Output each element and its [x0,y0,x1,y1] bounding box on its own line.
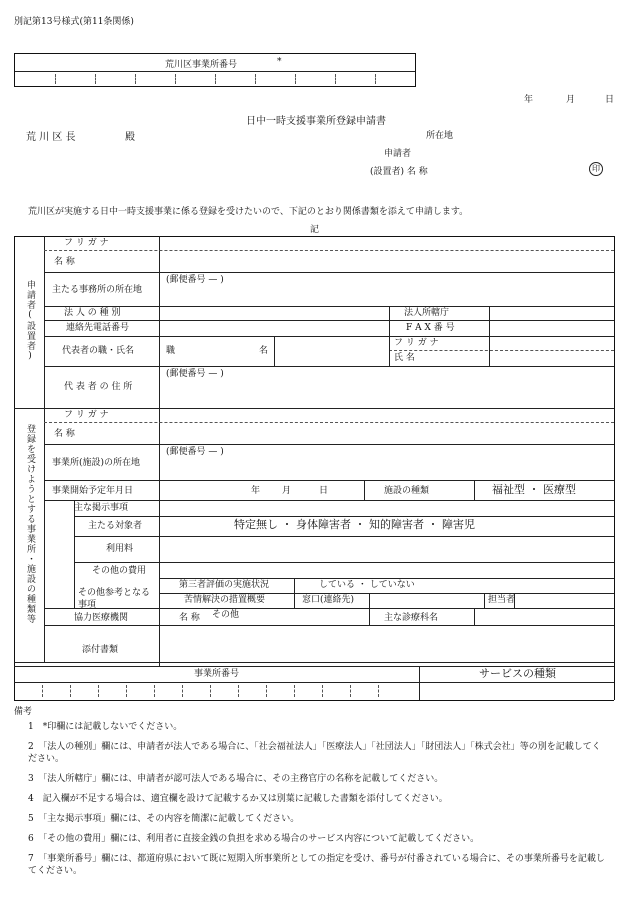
application-table [14,236,614,700]
office-number-cells[interactable] [15,71,415,86]
third-party-options: している ・ していない [319,580,415,590]
office-number-label: 荒川区事業所番号 [165,60,238,70]
person-label: 担当者 [488,595,516,605]
ki-label: 記 [310,225,320,235]
intro-text: 荒川区が実施する日中一時支援事業に係る登録を受けたいので、下記のとおり関係書類を添えて申請します。 [28,207,469,217]
rep-address-label: 代 表 者 の 住 所 [64,382,133,392]
other-cost-label: その他の費用 [92,566,147,576]
footer-service-type-label: サービスの種類 [479,667,556,680]
seal-mark: 印 [589,162,603,176]
target-label: 主たる対象者 [88,521,143,531]
corp-office-label: 法人所轄庁 [404,308,450,318]
fax-label: F A X 番 号 [406,323,455,333]
facility-type-options: 福祉型 ・ 医療型 [492,483,576,496]
footer-office-number-cells[interactable] [14,682,419,700]
facility-name-label: 名 称 [54,429,75,439]
note-item: 5 「主な掲示事項」欄には、その内容を簡潔に記載してください。 [28,814,300,824]
form-title: 日中一時支援事業所登録申請書 [246,116,386,127]
fee-label: 利用料 [106,544,134,554]
phone-label: 連絡先電話番号 [66,323,130,333]
third-party-label: 第三者評価の実施状況 [179,580,270,590]
addressee-honorific: 殿 [125,132,135,143]
date-month-label: 月 [566,95,576,105]
window-label: 窓口(連絡先) [302,595,355,605]
rep-title-name-label: 代表者の職・氏名 [62,346,135,356]
facility-type-label: 施設の種類 [384,486,430,496]
start-year-label: 年 [251,486,261,496]
applicant-role-label: (設置者) 名 称 [370,167,428,177]
form-reference: 別記第13号様式(第11条関係) [14,17,134,27]
facility-postal-label: (郵便番号 — ) [166,447,224,457]
complaint-label: 苦情解決の措置概要 [184,595,266,605]
shimei-label: 氏 名 [394,353,415,363]
furigana-label: フ リ ガ ナ [64,238,109,248]
coop-name-label: 名 称 [179,613,200,623]
start-day-label: 日 [319,486,329,496]
other-ref-label: その他参考となる事項 [78,588,151,610]
corp-type-label: 法 人 の 種 別 [64,308,121,318]
postal-code-label: (郵便番号 — ) [166,275,224,285]
rep-title-label: 職 [166,346,176,356]
section2-vertical-label: 登録を受けようとする事業所・施設の種類等 [25,424,35,624]
main-office-address-label: 主たる事務所の所在地 [52,285,143,295]
addressee-name: 荒 川 区 長 [26,132,76,143]
note-item: 4 記入欄が不足する場合は、適宜欄を設けて記載するか又は別葉に記載した書類を添付してください。 [28,794,448,804]
postal-code2-label: (郵便番号 — ) [166,369,224,379]
applicant-address-label: 所在地 [426,131,454,141]
facility-furigana-label: フ リ ガ ナ [64,410,109,420]
date-day-label: 日 [605,95,615,105]
main-items-label: 主な掲示事項 [74,503,129,513]
target-options: 特定無し ・ 身体障害者 ・ 知的障害者 ・ 障害児 [234,518,475,531]
rep-name-label: 名 [259,346,269,356]
start-month-label: 月 [282,486,292,496]
note-item: 3 「法人所轄庁」欄には、申請者が認可法人である場合に、その主務官庁の名称を記載してください。 [28,774,444,784]
start-date-label: 事業開始予定年月日 [52,486,134,496]
note-item: 1 *印欄には記載しないでください。 [28,722,183,732]
other-label: その他 [212,610,240,620]
note-item: 6 「その他の費用」欄には、利用者に直接金銭の負担を求める場合のサービス内容について記載してください。 [28,834,480,844]
dept-label: 主な診療科名 [384,613,439,623]
facility-address-label: 事業所(施設)の所在地 [52,458,141,468]
note-item: 2 「法人の種別」欄には、申請者が法人である場合に、「社会福祉法人」「医療法人」「社団法人」「財団法人」「株式会社」等の別を記載してください。 [28,742,601,764]
name-label: 名 称 [54,257,75,267]
note-item: 7 「事業所番号」欄には、都道府県において既に短期入所事業所としての指定を受け、番号が付番されている場合に、その事業所番号を記載してください。 [28,854,605,876]
office-number-box [14,53,416,87]
furigana2-label: フ リ ガ ナ [394,338,439,348]
attached-docs-label: 添付書類 [82,645,119,655]
section1-vertical-label: 申請者(設置者) [25,280,35,362]
applicant-label: 申請者 [384,149,412,159]
office-number-mark: * [277,57,282,67]
notes-title: 備考 [14,707,33,717]
coop-med-label: 協力医療機関 [74,613,129,623]
footer-office-number-label: 事業所番号 [194,669,240,679]
date-year-label: 年 [524,95,534,105]
